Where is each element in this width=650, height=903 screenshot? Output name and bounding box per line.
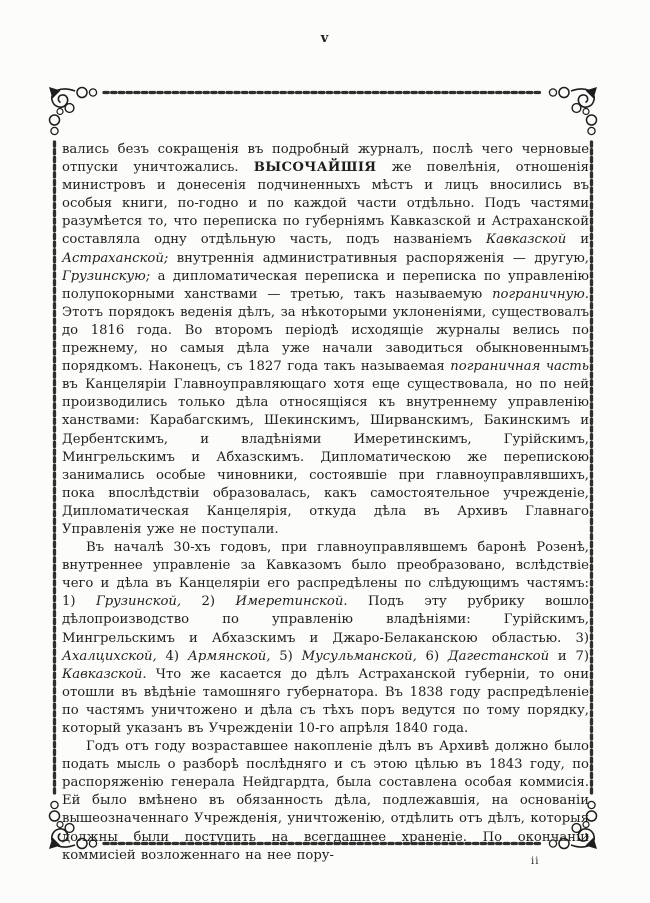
text-run: ВЫСОЧАЙШІЯ — [253, 160, 377, 176]
text-run: Дагестанской — [447, 648, 550, 664]
text-run: 4) — [156, 648, 188, 664]
paragraph — [62, 141, 589, 539]
text-block — [62, 141, 589, 865]
text-run: Армянской, — [187, 648, 271, 664]
text-run: Этотъ порядокъ веденія дѣлъ, за нѣкоторыми уклоненіями, существовалъ до 1816 года. Во второмъ періодѣ исходящіе журналы велись по прежнему, но самыя дѣла уже начали заводиться обыкновеннымъ порядкомъ. Наконецъ, съ 1827 года такъ называемая — [62, 304, 589, 375]
text-run: 2) — [181, 594, 236, 610]
paragraph — [62, 738, 589, 865]
text-run: Мусульманской, — [301, 648, 417, 664]
text-run: Грузинскую; — [62, 268, 151, 284]
text-run: Что же касается до дѣлъ Астраханской губерніи, то они отошли въ вѣдѣніе тамошняго губернатора. Въ 1838 году распредѣленіе по частямъ уничтожено и дѣла съ тѣхъ поръ ведутся по тому порядку, который указанъ въ Учрежденіи 10-го апрѣля 1840 года. — [62, 666, 589, 736]
signature-mark: ii — [531, 856, 540, 867]
text-run: а дипломатическая переписка и переписка по управленію полупокорными ханствами — третью, такъ называемую — [62, 268, 589, 302]
text-run: вались безъ сокращенія въ подробный журналъ, послѣ чего черновые отпуски уничтожались. — [62, 142, 589, 176]
text-run: внутреннія административныя распоряженія — другую, — [168, 250, 589, 266]
text-run: Годъ отъ году возраставшее накопленіе дѣлъ въ Архивѣ должно было подать мысль о разборѣ послѣдняго и съ этою цѣлью въ 1843 году, по распоряженію генерала Нейдгардта, была составлена особая коммисія. Ей было вмѣнено въ обязанность дѣла, подлежавшія, на основаніи вышеозначеннаго Учрежденія, уничтоженію, отдѣлить отъ дѣлъ, которыя должны были поступить на всегдашнее храненіе. По окончаніи коммисіей возложеннаго на нее пору- — [62, 739, 589, 863]
text-run: Кавказской. — [62, 666, 147, 682]
text-run: и — [566, 232, 589, 248]
text-run: 5) — [270, 648, 302, 664]
text-run: въ Канцеляріи Главноуправляющаго хотя еще существовала, но по ней производились только дѣла относящіяся къ внутреннему управленію ханствами: Карабагскимъ, Шекинскимъ, Ширванскимъ, Бакинскимъ и Дербентскимъ, и владѣніями Имеретинскимъ, Гурійскимъ, Мингрельскимъ и Абхазскимъ. Дипломатическою же перепискою занимались особые чиновники, состоявшіе при главноуправлявшихъ, пока впослѣдствіи образовалась, какъ самостоятельное учрежденіе, Дипломатическая Канцелярія, откуда дѣла въ Архивъ Главнаго Управленія уже не поступали. — [62, 377, 589, 537]
text-run: Имеретинской. — [235, 594, 348, 610]
page-number: v — [320, 31, 330, 46]
text-run: Ахалцихской, — [62, 648, 157, 664]
text-run: пограничную. — [492, 286, 589, 302]
text-run: и 7) — [549, 648, 589, 664]
text-run: пограничная часть — [450, 359, 589, 375]
text-run: Кавказской — [485, 232, 567, 248]
text-run: Въ началѣ 30-хъ годовъ, при главноуправлявшемъ баронѣ Розенѣ, внутреннее управленіе за Кавказомъ было преобразовано, вслѣдствіе чего и дѣла въ Канцеляріи его распредѣлены по слѣдующимъ частямъ: 1) — [62, 540, 589, 610]
text-run: Подъ эту рубрику вошло дѣлопроизводство по управленію владѣніями: Гурійскимъ, Мингрельскимъ и Абхазскимъ и Джаро-Белаканскою областью. 3) — [62, 594, 589, 646]
text-run: Астраханской; — [62, 250, 169, 266]
text-run: 6) — [416, 648, 448, 664]
paragraph — [62, 539, 589, 738]
text-run: Грузинской, — [95, 594, 182, 610]
text-run: же повелѣнія, отношенія министровъ и донесенія подчиненныхъ мѣстъ и лицъ вносились въ особыя книги, по-годно и по каждой части отдѣльно. Подъ частями разумѣется то, что переписка по губерніямъ Кавказской и Астраханской составляла одну отдѣльную часть, подъ названіемъ — [62, 160, 589, 248]
